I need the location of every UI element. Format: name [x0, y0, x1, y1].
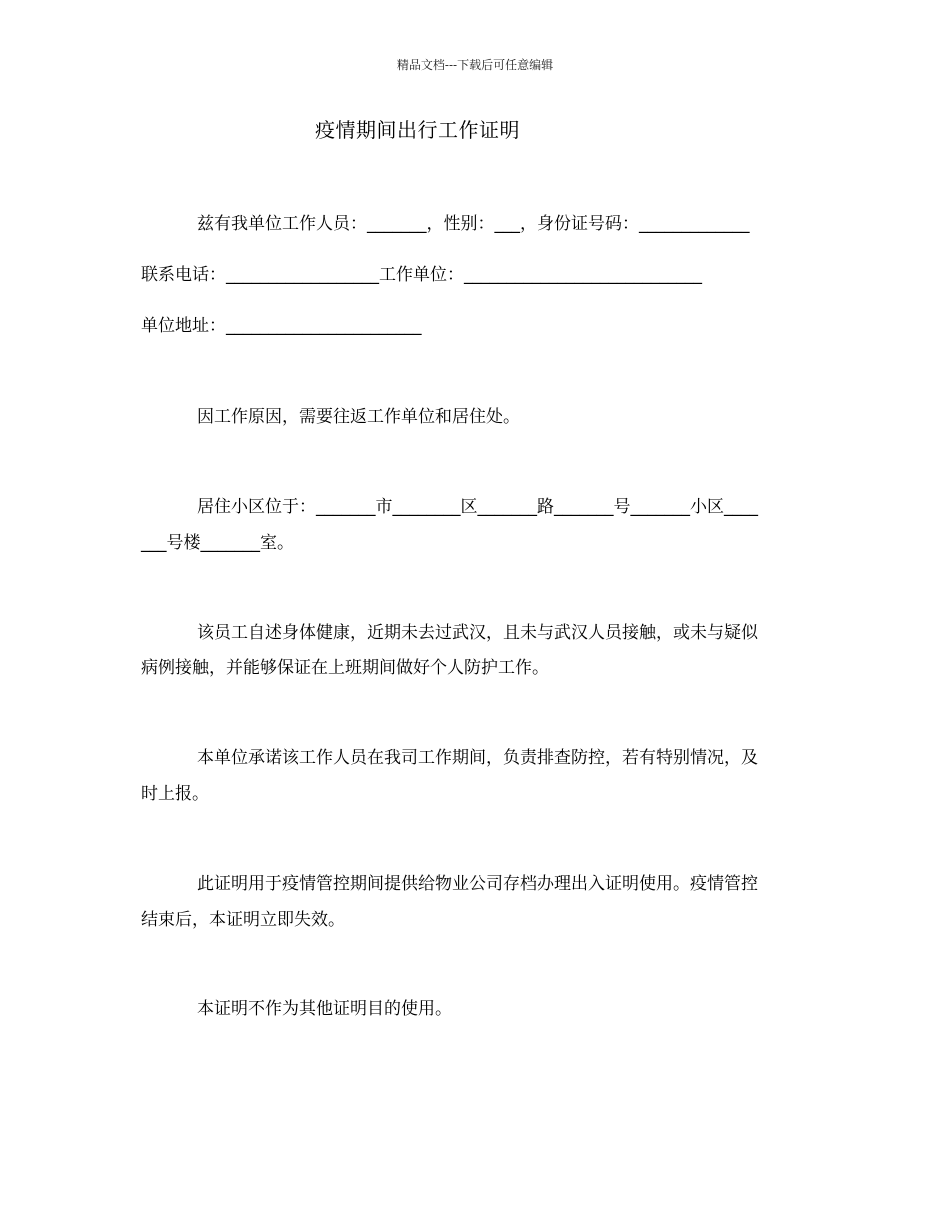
residence-line-1: 居住小区位于：_______市________区_______路_______号_______小区____: [197, 497, 758, 517]
usage-statement-line-2: 结束后，本证明立即失效。: [141, 910, 345, 930]
disclaimer-line: 本证明不作为其他证明目的使用。: [197, 999, 452, 1019]
usage-statement-line-1: 此证明用于疫情管控期间提供给物业公司存档办理出入证明使用。疫情管控: [197, 874, 758, 894]
header-note: 精品文档---下载后可任意编辑: [396, 58, 554, 72]
reason-paragraph: 因工作原因，需要往返工作单位和居住处。: [197, 407, 520, 427]
employee-info-line: 兹有我单位工作人员：_______，性别：___，身份证号码：_____________: [197, 214, 750, 234]
contact-info-line: 联系电话：__________________工作单位：____________________________: [141, 265, 702, 285]
document-title: 疫情期间出行工作证明: [315, 118, 520, 142]
commitment-line-2: 时上报。: [141, 784, 209, 804]
unit-address-line: 单位地址：_______________________: [141, 316, 422, 336]
health-statement-line-2: 病例接触，并能够保证在上班期间做好个人防护工作。: [141, 658, 549, 678]
health-statement-line-1: 该员工自述身体健康，近期未去过武汉，且未与武汉人员接触，或未与疑似: [197, 623, 758, 643]
commitment-line-1: 本单位承诺该工作人员在我司工作期间，负责排查防控，若有特别情况，及: [197, 748, 758, 768]
residence-line-2: ___号楼_______室。: [141, 533, 294, 553]
